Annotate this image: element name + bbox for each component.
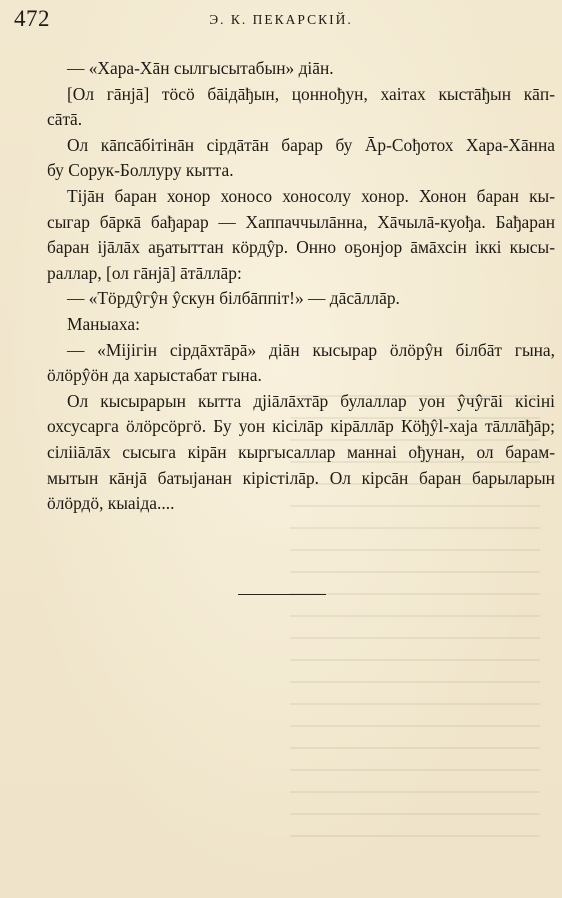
text-line: сыгар бāркā бађарар — Хаппаччылāнна, Хāчылā-куођа. Бађаран [47,211,555,232]
text-line: сāтā. [47,109,83,130]
text-line: — «Мiјiгiн сiрдāхтāрā» дiāн кысырар öлöрŷн бiлбāт гына, [67,339,555,360]
body-text [47,56,555,517]
text-line: Ол кысырарын кытта дjiāлāхтāр булаллар уон ŷчŷгāi кiсiнi [67,390,555,411]
text-line: раллар, [ол гāнjā] āтāллāр: [47,262,242,283]
text-line: Маныаха: [67,313,140,334]
text-line: öлöрŷöн да харыстабат гына. [47,365,262,386]
page-header [0,6,562,32]
section-divider [238,594,326,595]
page-number: 472 [14,6,50,31]
text-line: мытын кāнјā батыјанан кiрiстiлāр. Ол кiрсāн баран барыларын [47,467,555,488]
text-line: — «Хара-Хāн сылгысытабын» дiāн. [67,58,334,78]
text-line: сiлiiāлāх сысыга кiрāн кыргысаллар маннаi ођунан, ол барам- [47,441,555,462]
text-line: [Ол гāнjā] тöсö бāiдāђын, цоннођун, хаiтах кыстāђын кāп- [67,83,555,104]
text-line: баран iјāлāх аҕатыттан кöрдŷр. Онно оҕонјор āмāхсiн iккi кысы- [47,237,555,258]
text-line: Тiјāн баран хонор хоносо хоносолу хонор. Хонон баран кы- [67,185,555,206]
text-line: — «Тöрдŷгŷн ŷскун бiлбāппiт!» — дāсāллāр. [67,288,400,309]
text-line: охсусарга öлöрсöргö. Бу уон кiсiлāр кiрāллāр Кöђŷl-хаја тāллāђāр; [47,416,555,437]
text-line: öлöрдö, кыаiда.... [47,493,175,514]
text-line: Ол кāпсāбiтiнāн сiрдāтāн барар бу Āр-Сођотох Хара-Хāнна [67,134,555,155]
running-head: Э. К. ПЕКАРСКІЙ. [209,12,353,27]
text-line: бу Сорук-Боллуру кытта. [47,160,234,181]
